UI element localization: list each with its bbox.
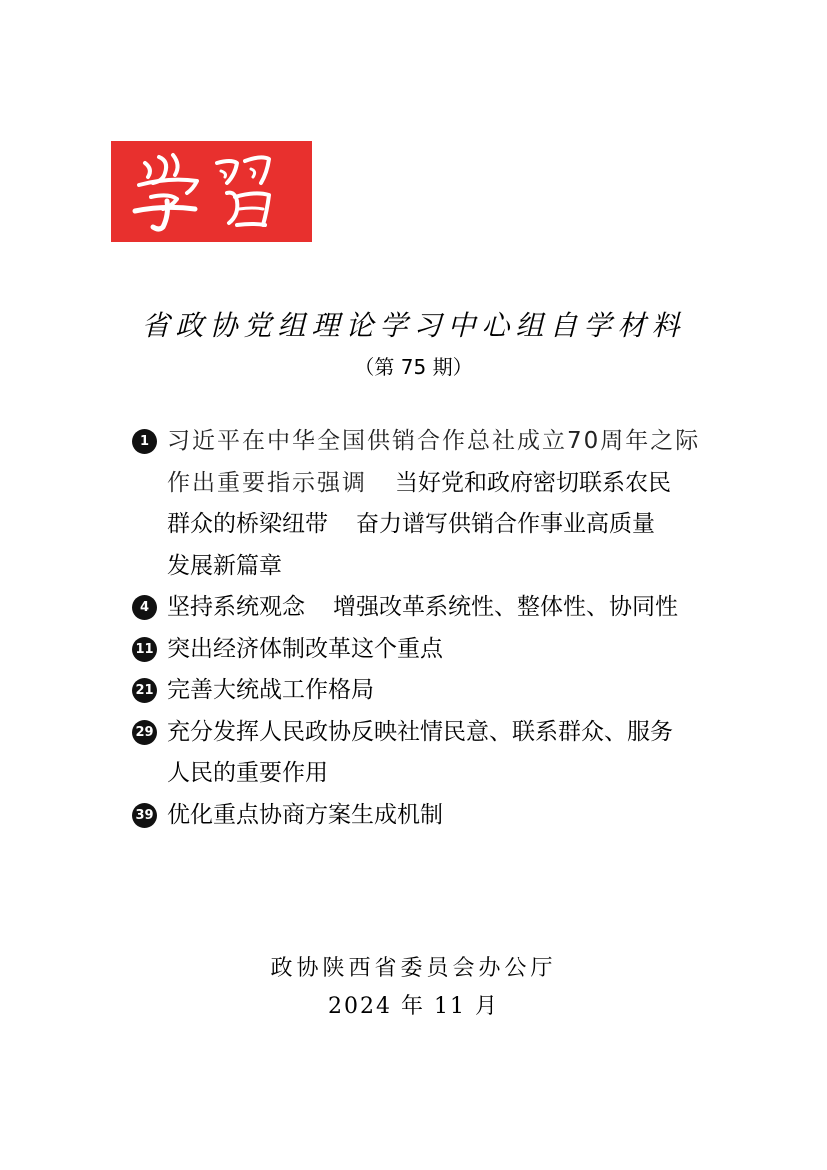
toc-item-title: 习近平在中华全国供销合作总社成立70周年之际 [167,428,701,454]
toc-item-subtitle: 群众的桥梁纽带 [167,511,328,537]
toc-item[interactable] [132,670,732,712]
toc-item[interactable] [132,629,732,671]
page-number-badge: 39 [132,803,157,828]
toc-item-title: 完善大统战工作格局 [167,677,374,703]
toc-item-title: 坚持系统观念 [167,594,305,620]
issue-number: （第 75 期） [354,355,473,379]
page-number-badge: 4 [132,595,157,620]
toc-item-title: 突出经济体制改革这个重点 [167,635,443,662]
toc-item-subtitle: 当好党和政府密切联系农民 [395,469,671,496]
document-title: 省政协党组理论学习中心组自学材料 [141,309,686,342]
issuing-organization: 政协陕西省委员会办公厅 [270,956,557,981]
page-number-badge: 1 [132,429,157,454]
toc-item[interactable] [132,587,732,629]
toc-item-title: 人民的重要作用 [167,760,328,786]
toc-item[interactable] [132,712,732,795]
page-number-badge: 21 [132,678,157,703]
toc-item-subtitle: 增强改革系统性、整体性、协同性 [333,594,678,620]
page-number-badge: 11 [132,637,157,662]
toc-item-title: 作出重要指示强调 [167,469,367,496]
xuexi-logo [111,141,312,242]
toc-item-subtitle: 发展新篇章 [167,552,282,579]
issue-date: 2024 年 11 月 [328,994,499,1019]
toc-item[interactable] [132,421,732,587]
toc-item-title: 优化重点协商方案生成机制 [167,801,443,828]
toc-item-subtitle: 奋力谱写供销合作事业高质量 [356,511,655,537]
page-number-badge: 29 [132,720,157,745]
table-of-contents [132,421,732,836]
calligraphy-xuexi-graphic [111,141,312,242]
toc-item-title: 充分发挥人民政协反映社情民意、联系群众、服务 [167,718,673,745]
toc-item[interactable] [132,795,732,837]
